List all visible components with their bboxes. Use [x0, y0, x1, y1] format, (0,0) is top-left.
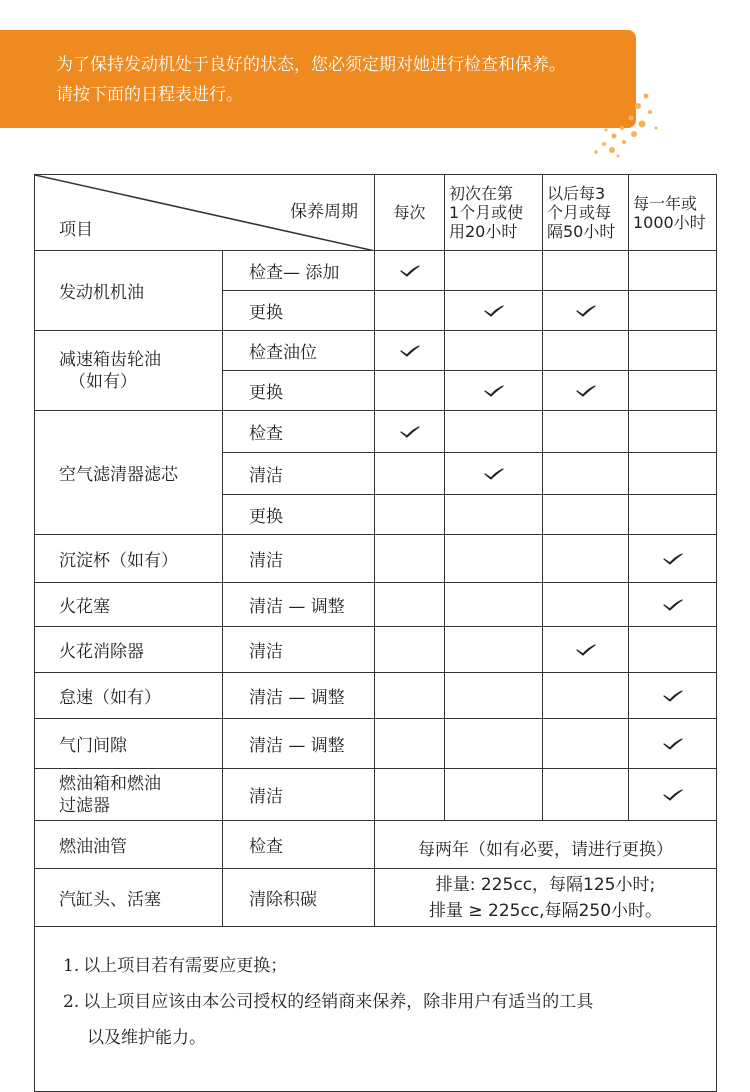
- item-name-cell: [35, 769, 223, 821]
- check-cell: [375, 453, 445, 495]
- interval-line: 排量 ≥ 225cc,每隔250小时。: [428, 900, 663, 921]
- item-name: 火花塞: [59, 597, 110, 617]
- check-cell: [375, 331, 445, 371]
- note-line: [63, 989, 716, 1015]
- check-cell: [629, 583, 717, 627]
- check-cell: [543, 453, 629, 495]
- check-mark-icon: [576, 644, 596, 656]
- action-cell: [223, 869, 375, 927]
- header-col-line: 1个月或使: [449, 203, 524, 222]
- intro-banner: [0, 30, 636, 128]
- check-cell: [629, 627, 717, 673]
- check-mark-icon: [576, 385, 596, 397]
- check-cell: [629, 719, 717, 769]
- header-col-line: 每一年或: [633, 193, 698, 213]
- action-label: 清洁 — 调整: [249, 688, 345, 708]
- action-label: 清洁: [249, 787, 283, 807]
- check-mark-icon: [400, 345, 420, 357]
- check-cell: [445, 291, 543, 331]
- header-col-line: 用20小时: [449, 222, 518, 241]
- check-cell: [445, 453, 543, 495]
- action-cell: [223, 291, 375, 331]
- check-cell: [375, 673, 445, 719]
- action-label: 清洁 — 调整: [249, 597, 345, 617]
- check-cell: [445, 627, 543, 673]
- table-row: [35, 331, 717, 371]
- action-label: 更换: [249, 383, 283, 403]
- item-name-cell: [35, 535, 223, 583]
- item-name-cell: [35, 627, 223, 673]
- action-cell: [223, 453, 375, 495]
- item-name-cell: [35, 673, 223, 719]
- item-name: 怠速（如有）: [59, 688, 161, 708]
- check-cell: [629, 673, 717, 719]
- check-cell: [375, 371, 445, 411]
- note-number: 2.: [63, 992, 80, 1012]
- item-name-cell: [35, 251, 223, 331]
- item-name-cell: [35, 821, 223, 869]
- check-cell: [445, 251, 543, 291]
- item-name-cell: [35, 583, 223, 627]
- check-cell: [445, 673, 543, 719]
- table-row: [35, 411, 717, 453]
- check-cell: [375, 769, 445, 821]
- item-name: 空气滤清器滤芯: [59, 465, 178, 485]
- action-cell: [223, 627, 375, 673]
- check-cell: [375, 627, 445, 673]
- header-col-line: 个月或每: [547, 203, 612, 222]
- action-label: 更换: [249, 303, 283, 323]
- check-cell: [543, 331, 629, 371]
- notes-row: [35, 927, 717, 1092]
- intro-line-1: 为了保持发动机处于良好的状态，您必须定期对她进行检查和保养。: [56, 55, 566, 75]
- action-label: 清洁: [249, 642, 283, 662]
- table-row: [35, 719, 717, 769]
- check-cell: [543, 583, 629, 627]
- interval-text: 每两年（如有必要，请进行更换）: [418, 839, 673, 860]
- item-name-line: 减速箱齿轮油: [59, 349, 161, 370]
- check-cell: [629, 453, 717, 495]
- check-cell: [629, 535, 717, 583]
- note-number: 1.: [63, 956, 80, 976]
- check-cell: [375, 411, 445, 453]
- check-cell: [629, 371, 717, 411]
- action-label: 检查: [249, 837, 283, 857]
- sparkle-decoration-icon: [576, 84, 666, 174]
- check-cell: [445, 583, 543, 627]
- check-cell: [445, 331, 543, 371]
- header-col-line: 初次在第: [449, 184, 514, 203]
- check-cell: [543, 535, 629, 583]
- header-period-label: 保养周期: [290, 202, 358, 222]
- item-name-line: （如有）: [69, 371, 137, 392]
- table-row: [35, 869, 717, 927]
- table-row: [35, 583, 717, 627]
- item-name: 燃油油管: [59, 837, 127, 857]
- check-cell: [543, 719, 629, 769]
- notes-cell: [35, 927, 717, 1092]
- table-row: [35, 251, 717, 291]
- header-col-every-3-months: [543, 175, 629, 251]
- check-cell: [629, 411, 717, 453]
- action-label: 更换: [249, 507, 283, 527]
- check-cell: [375, 251, 445, 291]
- check-mark-icon: [663, 690, 683, 702]
- check-cell: [543, 769, 629, 821]
- item-name-cell: [35, 869, 223, 927]
- item-name-cell: [35, 411, 223, 535]
- check-cell: [543, 495, 629, 535]
- note-line: [63, 953, 716, 979]
- header-col-first-month: [445, 175, 543, 251]
- note-line: [63, 1025, 716, 1051]
- action-label: 清洁: [249, 551, 283, 571]
- action-cell: [223, 583, 375, 627]
- action-cell: [223, 821, 375, 869]
- action-cell: [223, 495, 375, 535]
- action-cell: [223, 769, 375, 821]
- item-name: 火花消除器: [59, 642, 144, 662]
- note-text: 以上项目应该由本公司授权的经销商来保养，除非用户有适当的工具: [83, 992, 594, 1012]
- header-col-line: 以后每3: [547, 184, 606, 203]
- item-name: 气门间隙: [59, 736, 127, 756]
- item-name: 发动机机油: [59, 283, 144, 303]
- check-cell: [375, 495, 445, 535]
- check-cell: [629, 769, 717, 821]
- check-cell: [445, 411, 543, 453]
- action-label: 检查— 添加: [249, 263, 340, 283]
- header-diagonal-cell: [35, 175, 375, 251]
- table-header-row: [35, 175, 717, 251]
- item-name-cell: [35, 719, 223, 769]
- table-row: [35, 821, 717, 869]
- action-cell: [223, 251, 375, 291]
- check-cell: [543, 371, 629, 411]
- check-cell: [445, 535, 543, 583]
- header-col-each-time: [375, 175, 445, 251]
- header-col-line: 1000小时: [633, 212, 706, 232]
- header-item-label: 项目: [59, 220, 93, 240]
- check-cell: [375, 719, 445, 769]
- action-label: 检查: [249, 424, 283, 444]
- check-cell: [629, 291, 717, 331]
- check-cell: [543, 251, 629, 291]
- check-cell: [629, 251, 717, 291]
- item-name-line: 燃油箱和燃油: [59, 773, 161, 794]
- action-cell: [223, 719, 375, 769]
- header-col-label: 每次: [393, 203, 426, 222]
- check-mark-icon: [484, 385, 504, 397]
- table-row: [35, 673, 717, 719]
- item-name: 沉淀杯（如有）: [59, 551, 178, 571]
- action-cell: [223, 535, 375, 583]
- action-label: 清洁: [249, 466, 283, 486]
- check-cell: [543, 411, 629, 453]
- check-cell: [445, 495, 543, 535]
- table-row: [35, 627, 717, 673]
- check-cell: [375, 291, 445, 331]
- check-mark-icon: [663, 789, 683, 801]
- maintenance-schedule-table: [34, 174, 717, 1092]
- check-mark-icon: [663, 553, 683, 565]
- table-row: [35, 535, 717, 583]
- interval-span-cell: [375, 821, 717, 869]
- intro-line-2: 请按下面的日程表进行。: [56, 85, 243, 105]
- check-mark-icon: [484, 305, 504, 317]
- check-cell: [543, 627, 629, 673]
- action-cell: [223, 411, 375, 453]
- interval-span-cell: [375, 869, 717, 927]
- check-cell: [629, 331, 717, 371]
- check-mark-icon: [663, 738, 683, 750]
- table-row: [35, 769, 717, 821]
- check-cell: [375, 535, 445, 583]
- action-cell: [223, 371, 375, 411]
- action-label: 清洁 — 调整: [249, 736, 345, 756]
- check-cell: [375, 583, 445, 627]
- check-mark-icon: [576, 305, 596, 317]
- action-label: 清除积碳: [249, 890, 317, 910]
- item-name-line: 过滤器: [59, 795, 110, 816]
- check-cell: [543, 673, 629, 719]
- check-cell: [445, 769, 543, 821]
- check-cell: [445, 371, 543, 411]
- header-col-yearly: [629, 175, 717, 251]
- check-cell: [629, 495, 717, 535]
- check-cell: [445, 719, 543, 769]
- interval-line: 排量: 225cc，每隔125小时;: [435, 874, 656, 895]
- check-cell: [543, 291, 629, 331]
- action-cell: [223, 673, 375, 719]
- header-col-line: 隔50小时: [547, 222, 616, 241]
- note-text: 以上项目若有需要应更换；: [83, 956, 288, 976]
- note-text: 以及维护能力。: [87, 1028, 206, 1048]
- check-mark-icon: [400, 265, 420, 277]
- action-cell: [223, 331, 375, 371]
- item-name: 汽缸头、活塞: [59, 890, 161, 910]
- check-mark-icon: [400, 426, 420, 438]
- check-mark-icon: [484, 468, 504, 480]
- check-mark-icon: [663, 599, 683, 611]
- action-label: 检查油位: [249, 343, 317, 363]
- item-name-cell: [35, 331, 223, 411]
